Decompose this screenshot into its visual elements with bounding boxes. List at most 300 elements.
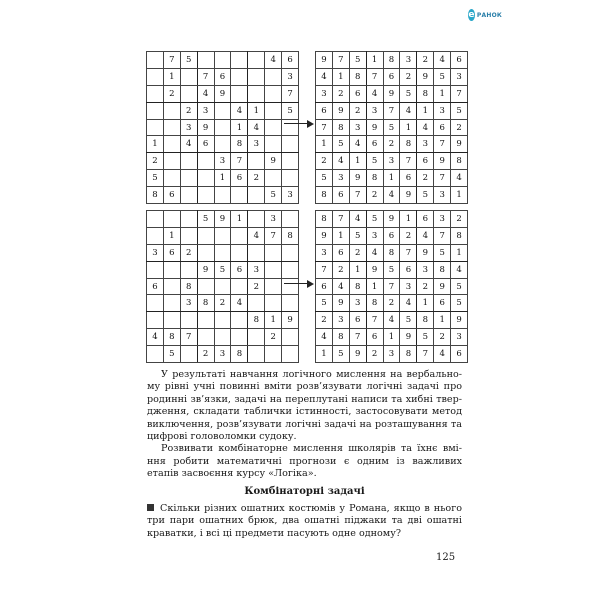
sudoku-cell: 4 <box>197 85 214 102</box>
sudoku-cell: 9 <box>400 187 417 204</box>
sudoku-cell <box>231 52 248 69</box>
sudoku-cell <box>282 136 299 153</box>
sudoku-cell: 8 <box>417 312 434 329</box>
sudoku-cell: 8 <box>231 136 248 153</box>
sudoku-cell: 7 <box>316 261 333 278</box>
sudoku-cell: 8 <box>231 346 248 363</box>
sudoku-cell <box>197 153 214 170</box>
sudoku-cell <box>282 295 299 312</box>
sudoku-cell: 2 <box>434 329 451 346</box>
sudoku-cell: 3 <box>316 85 333 102</box>
sudoku-row <box>147 52 299 69</box>
sudoku-cell: 5 <box>417 187 434 204</box>
sudoku-cell <box>163 295 180 312</box>
sudoku-cell: 6 <box>332 244 349 261</box>
sudoku-cell: 9 <box>316 52 333 69</box>
sudoku-cell <box>214 312 231 329</box>
sudoku-cell: 4 <box>316 68 333 85</box>
sudoku-row <box>147 278 299 295</box>
sudoku-cell: 1 <box>316 346 333 363</box>
sudoku-cell: 4 <box>400 295 417 312</box>
sudoku-cell: 7 <box>417 346 434 363</box>
sudoku-cell: 7 <box>332 211 349 228</box>
sudoku-solution-1 <box>315 51 468 204</box>
sudoku-cell: 7 <box>434 227 451 244</box>
sudoku-cell: 7 <box>349 187 366 204</box>
sudoku-cell: 9 <box>214 211 231 228</box>
sudoku-cell: 8 <box>248 312 265 329</box>
sudoku-cell <box>231 68 248 85</box>
sudoku-cell: 1 <box>163 68 180 85</box>
sudoku-cell: 4 <box>417 119 434 136</box>
sudoku-cell <box>163 102 180 119</box>
sudoku-cell <box>147 52 164 69</box>
sudoku-cell: 6 <box>349 312 366 329</box>
body-text <box>147 369 462 481</box>
sudoku-cell: 9 <box>366 119 383 136</box>
sudoku-cell <box>180 312 197 329</box>
sudoku-row <box>316 119 468 136</box>
sudoku-cell: 4 <box>366 85 383 102</box>
sudoku-cell: 4 <box>383 312 400 329</box>
sudoku-cell: 5 <box>332 346 349 363</box>
sudoku-cell: 9 <box>332 102 349 119</box>
sudoku-row <box>147 170 299 187</box>
sudoku-cell: 1 <box>349 261 366 278</box>
sudoku-cell: 8 <box>316 211 333 228</box>
sudoku-cell <box>231 227 248 244</box>
sudoku-cell <box>163 170 180 187</box>
sudoku-cell <box>265 119 282 136</box>
sudoku-row <box>316 329 468 346</box>
sudoku-cell: 7 <box>316 119 333 136</box>
sudoku-cell <box>147 119 164 136</box>
sudoku-cell: 4 <box>383 187 400 204</box>
sudoku-row <box>147 85 299 102</box>
sudoku-solution-2 <box>315 210 468 363</box>
sudoku-cell: 6 <box>316 102 333 119</box>
sudoku-cell <box>248 52 265 69</box>
sudoku-cell: 1 <box>349 153 366 170</box>
sudoku-cell: 5 <box>383 119 400 136</box>
sudoku-cell: 5 <box>434 244 451 261</box>
sudoku-cell: 5 <box>434 68 451 85</box>
sudoku-cell: 5 <box>400 85 417 102</box>
sudoku-cell: 9 <box>197 261 214 278</box>
sudoku-cell <box>248 346 265 363</box>
sudoku-cell: 6 <box>451 346 468 363</box>
sudoku-cell: 1 <box>383 329 400 346</box>
sudoku-cell: 7 <box>282 85 299 102</box>
sudoku-cell: 8 <box>451 227 468 244</box>
sudoku-cell <box>265 136 282 153</box>
sudoku-cell: 2 <box>147 153 164 170</box>
sudoku-cell: 8 <box>383 244 400 261</box>
sudoku-cell: 8 <box>400 136 417 153</box>
sudoku-cell: 2 <box>451 119 468 136</box>
sudoku-cell <box>248 295 265 312</box>
sudoku-cell: 3 <box>434 102 451 119</box>
sudoku-cell: 7 <box>231 153 248 170</box>
sudoku-cell: 2 <box>265 329 282 346</box>
sudoku-cell: 6 <box>417 211 434 228</box>
sudoku-cell: 1 <box>451 244 468 261</box>
sudoku-cell: 5 <box>366 211 383 228</box>
sudoku-cell: 7 <box>366 312 383 329</box>
sudoku-cell: 9 <box>383 85 400 102</box>
sudoku-cell: 7 <box>197 68 214 85</box>
sudoku-cell <box>265 346 282 363</box>
sudoku-row <box>316 278 468 295</box>
sudoku-cell: 2 <box>180 244 197 261</box>
sudoku-cell: 9 <box>366 261 383 278</box>
sudoku-cell: 1 <box>316 136 333 153</box>
sudoku-cell <box>214 119 231 136</box>
sudoku-cell: 1 <box>231 119 248 136</box>
sudoku-cell: 3 <box>265 211 282 228</box>
sudoku-cell: 5 <box>316 170 333 187</box>
sudoku-cell: 8 <box>180 278 197 295</box>
sudoku-cell <box>163 261 180 278</box>
sudoku-cell <box>265 278 282 295</box>
sudoku-row <box>147 102 299 119</box>
sudoku-cell: 2 <box>197 346 214 363</box>
logo-mark-icon: e <box>468 10 475 20</box>
sudoku-row <box>316 68 468 85</box>
sudoku-row <box>316 346 468 363</box>
sudoku-cell: 2 <box>383 295 400 312</box>
sudoku-cell: 6 <box>349 85 366 102</box>
task-1 <box>147 503 462 540</box>
sudoku-cell: 3 <box>417 261 434 278</box>
sudoku-cell: 3 <box>434 211 451 228</box>
sudoku-cell: 6 <box>231 170 248 187</box>
paragraph-2: Розвивати комбінаторне мислення школярів та їхнє вмі-ння робити математичні прогнози є одним із важливих етапів засвоєння курсу «Логіка». <box>147 443 462 480</box>
sudoku-cell <box>248 211 265 228</box>
sudoku-cell: 3 <box>282 187 299 204</box>
sudoku-cell: 2 <box>332 85 349 102</box>
sudoku-cell <box>197 329 214 346</box>
sudoku-cell <box>248 85 265 102</box>
sudoku-cell: 8 <box>282 227 299 244</box>
sudoku-row <box>147 136 299 153</box>
sudoku-row <box>316 153 468 170</box>
sudoku-cell <box>214 244 231 261</box>
sudoku-cell <box>265 102 282 119</box>
sudoku-cell: 5 <box>265 187 282 204</box>
sudoku-cell: 8 <box>349 68 366 85</box>
sudoku-cell: 7 <box>163 52 180 69</box>
sudoku-cell: 7 <box>366 68 383 85</box>
sudoku-cell: 2 <box>316 153 333 170</box>
sudoku-cell: 9 <box>349 170 366 187</box>
sudoku-cell <box>214 278 231 295</box>
sudoku-cell: 7 <box>451 85 468 102</box>
sudoku-cell: 1 <box>214 170 231 187</box>
sudoku-cell: 2 <box>214 295 231 312</box>
sudoku-cell: 9 <box>434 278 451 295</box>
sudoku-cell: 4 <box>366 244 383 261</box>
sudoku-cell: 4 <box>349 211 366 228</box>
sudoku-cell <box>197 312 214 329</box>
sudoku-row <box>316 187 468 204</box>
sudoku-cell: 7 <box>434 170 451 187</box>
sudoku-cell: 6 <box>214 68 231 85</box>
sudoku-cell <box>147 227 164 244</box>
sudoku-cell: 1 <box>248 102 265 119</box>
sudoku-cell: 9 <box>214 85 231 102</box>
sudoku-cell: 5 <box>316 295 333 312</box>
sudoku-cell: 2 <box>349 244 366 261</box>
sudoku-cell <box>282 153 299 170</box>
sudoku-cell: 3 <box>147 244 164 261</box>
sudoku-cell: 4 <box>349 136 366 153</box>
sudoku-cell: 8 <box>147 187 164 204</box>
sudoku-cell: 1 <box>163 227 180 244</box>
sudoku-cell <box>282 329 299 346</box>
sudoku-cell <box>231 85 248 102</box>
sudoku-cell: 6 <box>316 278 333 295</box>
sudoku-cell: 9 <box>383 211 400 228</box>
sudoku-cell <box>282 346 299 363</box>
sudoku-cell: 6 <box>231 261 248 278</box>
sudoku-cell: 1 <box>366 52 383 69</box>
sudoku-cell: 1 <box>383 170 400 187</box>
sudoku-cell: 1 <box>231 211 248 228</box>
sudoku-puzzle-1 <box>146 51 299 204</box>
sudoku-cell <box>265 68 282 85</box>
sudoku-cell <box>248 329 265 346</box>
sudoku-cell <box>147 346 164 363</box>
sudoku-cell: 4 <box>332 153 349 170</box>
sudoku-cell: 6 <box>366 136 383 153</box>
sudoku-cell <box>180 211 197 228</box>
sudoku-cell: 4 <box>231 295 248 312</box>
sudoku-cell: 8 <box>417 85 434 102</box>
sudoku-row <box>147 346 299 363</box>
sudoku-cell <box>248 244 265 261</box>
sudoku-row <box>316 211 468 228</box>
sudoku-cell <box>214 136 231 153</box>
sudoku-cell: 4 <box>451 170 468 187</box>
sudoku-row <box>147 227 299 244</box>
page-number: 125 <box>436 552 456 563</box>
sudoku-cell: 8 <box>332 119 349 136</box>
sudoku-cell: 3 <box>282 68 299 85</box>
sudoku-cell <box>147 68 164 85</box>
sudoku-cell: 2 <box>248 278 265 295</box>
sudoku-cell <box>180 68 197 85</box>
sudoku-cell <box>180 153 197 170</box>
square-bullet-icon <box>147 504 154 511</box>
sudoku-cell: 5 <box>332 136 349 153</box>
sudoku-cell <box>180 227 197 244</box>
sudoku-cell <box>163 211 180 228</box>
sudoku-cell: 9 <box>197 119 214 136</box>
sudoku-row <box>316 227 468 244</box>
sudoku-cell <box>214 227 231 244</box>
sudoku-cell: 7 <box>265 227 282 244</box>
sudoku-cell: 6 <box>147 278 164 295</box>
sudoku-cell: 6 <box>451 52 468 69</box>
sudoku-row <box>316 170 468 187</box>
sudoku-cell <box>282 211 299 228</box>
sudoku-cell <box>231 312 248 329</box>
sudoku-cell <box>214 102 231 119</box>
sudoku-row <box>147 153 299 170</box>
sudoku-cell: 2 <box>417 278 434 295</box>
sudoku-cell: 8 <box>434 261 451 278</box>
sudoku-cell: 9 <box>282 312 299 329</box>
sudoku-cell <box>248 68 265 85</box>
sudoku-cell <box>147 85 164 102</box>
sudoku-row <box>316 312 468 329</box>
sudoku-row <box>316 261 468 278</box>
sudoku-row <box>147 68 299 85</box>
sudoku-cell <box>163 153 180 170</box>
sudoku-cell: 4 <box>417 227 434 244</box>
sudoku-row <box>316 136 468 153</box>
sudoku-cell <box>197 187 214 204</box>
sudoku-row <box>147 187 299 204</box>
sudoku-cell: 5 <box>214 261 231 278</box>
sudoku-cell: 4 <box>400 102 417 119</box>
sudoku-cell: 3 <box>383 346 400 363</box>
sudoku-cell: 3 <box>248 136 265 153</box>
sudoku-cell: 4 <box>231 102 248 119</box>
sudoku-cell: 6 <box>400 261 417 278</box>
sudoku-cell: 2 <box>417 52 434 69</box>
sudoku-cell <box>265 261 282 278</box>
sudoku-cell: 8 <box>163 329 180 346</box>
sudoku-cell: 4 <box>434 346 451 363</box>
sudoku-cell: 6 <box>282 52 299 69</box>
sudoku-cell: 8 <box>316 187 333 204</box>
sudoku-cell <box>214 329 231 346</box>
sudoku-cell: 7 <box>383 102 400 119</box>
sudoku-cell: 7 <box>400 153 417 170</box>
sudoku-cell: 2 <box>383 136 400 153</box>
sudoku-cell: 3 <box>180 119 197 136</box>
sudoku-cell: 6 <box>163 244 180 261</box>
sudoku-cell: 5 <box>451 102 468 119</box>
sudoku-cell <box>214 187 231 204</box>
sudoku-cell: 5 <box>451 295 468 312</box>
sudoku-cell: 1 <box>434 312 451 329</box>
sudoku-cell: 6 <box>434 295 451 312</box>
sudoku-cell: 5 <box>147 170 164 187</box>
sudoku-row <box>316 85 468 102</box>
sudoku-cell <box>265 244 282 261</box>
sudoku-cell: 4 <box>248 119 265 136</box>
sudoku-cell: 9 <box>451 312 468 329</box>
sudoku-cell: 5 <box>197 211 214 228</box>
sudoku-cell: 7 <box>332 52 349 69</box>
sudoku-cell <box>163 278 180 295</box>
sudoku-cell: 2 <box>332 261 349 278</box>
sudoku-cell <box>147 211 164 228</box>
sudoku-cell <box>163 119 180 136</box>
sudoku-cell <box>265 295 282 312</box>
sudoku-cell: 5 <box>349 52 366 69</box>
sudoku-cell: 2 <box>349 102 366 119</box>
sudoku-cell <box>163 312 180 329</box>
sudoku-cell: 3 <box>316 244 333 261</box>
sudoku-cell: 1 <box>332 227 349 244</box>
sudoku-row <box>147 295 299 312</box>
sudoku-cell: 5 <box>400 312 417 329</box>
sudoku-cell: 2 <box>451 211 468 228</box>
sudoku-cell: 9 <box>417 244 434 261</box>
sudoku-row <box>147 119 299 136</box>
sudoku-cell <box>282 261 299 278</box>
sudoku-cell: 3 <box>366 102 383 119</box>
sudoku-cell: 8 <box>366 170 383 187</box>
sudoku-cell: 6 <box>163 187 180 204</box>
sudoku-cell: 4 <box>316 329 333 346</box>
sudoku-cell: 3 <box>214 346 231 363</box>
sudoku-cell: 7 <box>180 329 197 346</box>
sudoku-cell: 1 <box>265 312 282 329</box>
sudoku-cell <box>180 187 197 204</box>
sudoku-cell <box>180 170 197 187</box>
sudoku-cell: 2 <box>400 68 417 85</box>
sudoku-row <box>316 244 468 261</box>
publisher-logo <box>468 8 502 22</box>
sudoku-cell: 4 <box>248 227 265 244</box>
sudoku-cell: 8 <box>197 295 214 312</box>
sudoku-cell <box>197 227 214 244</box>
sudoku-cell <box>265 85 282 102</box>
sudoku-cell: 1 <box>147 136 164 153</box>
sudoku-cell: 8 <box>366 295 383 312</box>
sudoku-cell: 3 <box>400 52 417 69</box>
sudoku-row <box>316 52 468 69</box>
sudoku-cell: 8 <box>349 278 366 295</box>
sudoku-cell <box>180 346 197 363</box>
sudoku-cell: 9 <box>400 329 417 346</box>
sudoku-cell: 1 <box>400 211 417 228</box>
arrow-right-icon <box>284 279 314 289</box>
sudoku-cell: 3 <box>197 102 214 119</box>
sudoku-cell: 3 <box>451 329 468 346</box>
sudoku-cell: 2 <box>400 227 417 244</box>
sudoku-cell: 5 <box>451 278 468 295</box>
sudoku-cell: 3 <box>366 227 383 244</box>
sudoku-cell <box>197 52 214 69</box>
sudoku-cell: 6 <box>197 136 214 153</box>
sudoku-cell: 7 <box>400 244 417 261</box>
sudoku-cell: 1 <box>417 102 434 119</box>
sudoku-row <box>147 261 299 278</box>
sudoku-cell: 5 <box>383 261 400 278</box>
task-1-text: Скільки різних ошатних костюмів у Романа, якщо в нього три пари ошатних брюк, два ошатні піджаки та дві ошатні краватки, і всі ці предмети пасують одне одному? <box>147 503 462 539</box>
sudoku-cell: 2 <box>180 102 197 119</box>
sudoku-cell: 4 <box>265 52 282 69</box>
sudoku-cell: 7 <box>434 136 451 153</box>
sudoku-cell <box>197 244 214 261</box>
sudoku-cell <box>197 170 214 187</box>
sudoku-cell <box>147 102 164 119</box>
sudoku-cell: 3 <box>332 312 349 329</box>
sudoku-cell: 6 <box>434 119 451 136</box>
sudoku-cell: 6 <box>366 329 383 346</box>
sudoku-cell: 9 <box>316 227 333 244</box>
sudoku-cell: 8 <box>451 153 468 170</box>
sudoku-row <box>147 329 299 346</box>
sudoku-cell: 2 <box>366 187 383 204</box>
sudoku-cell <box>248 153 265 170</box>
